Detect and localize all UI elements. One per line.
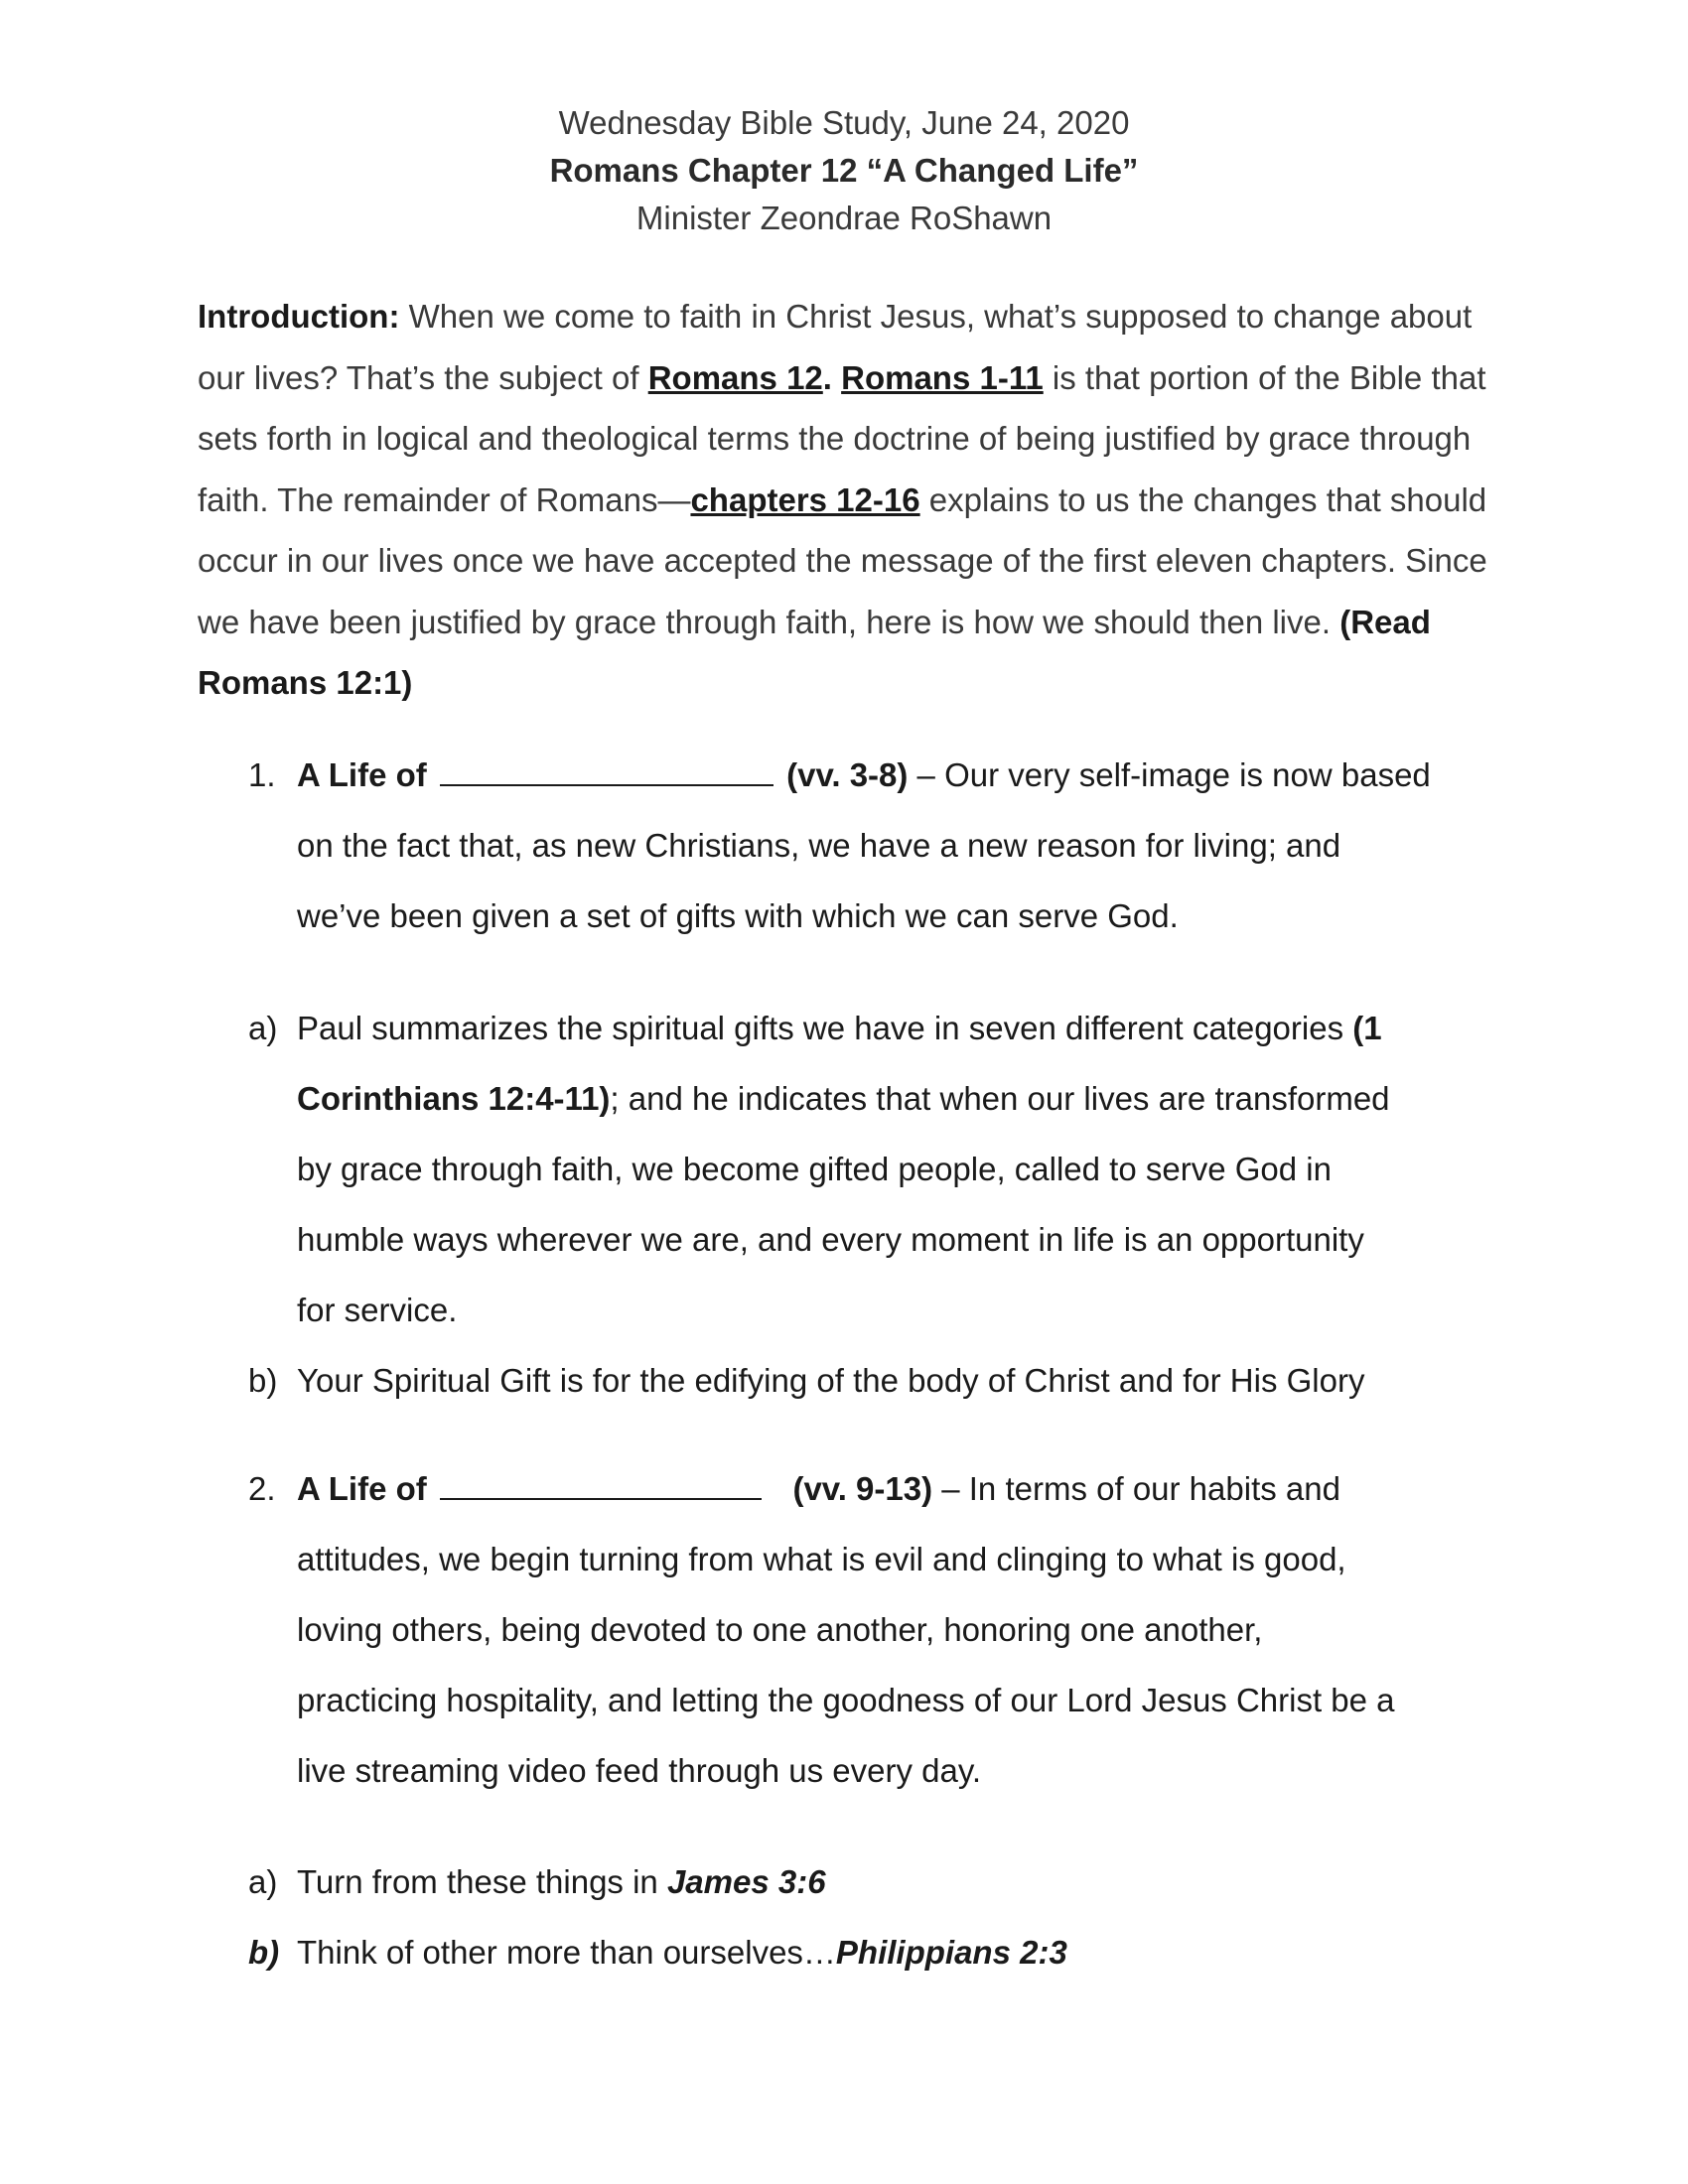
section-2b-ref: Philippians 2:3: [835, 1934, 1067, 1971]
section-2-line-3: loving others, being devoted to one another, honoring one another,: [297, 1611, 1263, 1648]
section-2-fill-in-blank: [440, 1468, 762, 1500]
study-date-line: Wednesday Bible Study, June 24, 2020: [558, 104, 1130, 141]
section-1-line1-rest: – Our very self-image is now based: [908, 756, 1431, 793]
section-2-line-2: attitudes, we begin turning from what is evil and clinging to what is good,: [297, 1541, 1346, 1577]
section-2a-ref: James 3:6: [666, 1863, 826, 1900]
section-2-line-5: live streaming video feed through us every day.: [297, 1752, 982, 1789]
section-2a-text: Turn from these things in: [297, 1863, 667, 1900]
section-1-heading-line: [297, 740, 1488, 810]
section-1-line-2: on the fact that, as new Christians, we have a new reason for living; and: [297, 827, 1341, 864]
section-1-heading: A Life of: [297, 756, 427, 793]
section-2-heading-line: [297, 1453, 1488, 1524]
section-2b-text: Think of other more than ourselves…: [297, 1934, 836, 1971]
section-2-number: 2.: [248, 1470, 276, 1507]
section-2b-marker: b): [248, 1934, 280, 1971]
section-1a-line-3: by grace through faith, we become gifted people, called to serve God in: [297, 1151, 1332, 1187]
section-1a-ref-1: (1: [1352, 1010, 1382, 1046]
section-2-verses: (vv. 9-13): [792, 1470, 933, 1507]
section-1a-line-1: [297, 993, 1488, 1063]
intro-text-4: explains to us the changes that should occur in our lives once we have accepted the message of the first eleven chapters. Since we have been justified by grace through faith, here is how we should then live.: [198, 480, 1487, 640]
section-1b-text: Your Spiritual Gift is for the edifying of the body of Christ and for His Glory: [297, 1362, 1365, 1399]
section-1b-marker: b): [248, 1362, 278, 1399]
section-1-line-3: we’ve been given a set of gifts with which we can serve God.: [297, 897, 1179, 934]
intro-text-1: When we come to faith in Christ Jesus, what’s supposed to change about our lives? That’s the subject of: [198, 298, 1473, 396]
section-1-verses: (vv. 3-8): [786, 756, 909, 793]
section-2a-line: [297, 1846, 1488, 1917]
document-header: [0, 99, 1688, 242]
section-1a-line-4: humble ways wherever we are, and every moment in life is an opportunity: [297, 1221, 1364, 1258]
section-2-line1-rest: – In terms of our habits and: [932, 1470, 1340, 1507]
minister-name: Minister Zeondrae RoShawn: [635, 200, 1053, 236]
intro-ref-romans-1-11: Romans 1-11: [841, 358, 1044, 396]
section-1-number: 1.: [248, 756, 276, 793]
section-1a-line-2: [297, 1063, 1488, 1134]
section-2-heading: A Life of: [297, 1470, 427, 1507]
section-2b-line: [297, 1917, 1488, 1987]
section-1a-line-5: for service.: [297, 1292, 458, 1328]
section-1-fill-in-blank: [440, 754, 774, 786]
introduction-paragraph: [198, 286, 1488, 714]
intro-ref-romans-12: Romans 12: [647, 358, 823, 396]
intro-text-3: is that portion of the Bible that sets forth in logical and theological terms the doctrine of being justified by grace through faith. The remainder of Romans—: [198, 358, 1486, 518]
section-1a-ref-2: Corinthians 12:4-11): [297, 1080, 611, 1117]
section-1a-text-1: Paul summarizes the spiritual gifts we have in seven different categories: [297, 1010, 1353, 1046]
study-title: Romans Chapter 12 “A Changed Life”: [549, 152, 1139, 189]
section-1a-text-2: ; and he indicates that when our lives are transformed: [610, 1080, 1390, 1117]
section-1a-marker: a): [248, 1010, 278, 1046]
intro-ref-chapters-12-16: chapters 12-16: [690, 480, 920, 518]
intro-ref-read-romans: (Read Romans 12:1): [198, 603, 1431, 701]
introduction-label: Introduction:: [198, 298, 400, 335]
intro-text-2: .: [822, 358, 842, 396]
section-2-line-4: practicing hospitality, and letting the goodness of our Lord Jesus Christ be a: [297, 1682, 1395, 1718]
section-2a-marker: a): [248, 1863, 278, 1900]
